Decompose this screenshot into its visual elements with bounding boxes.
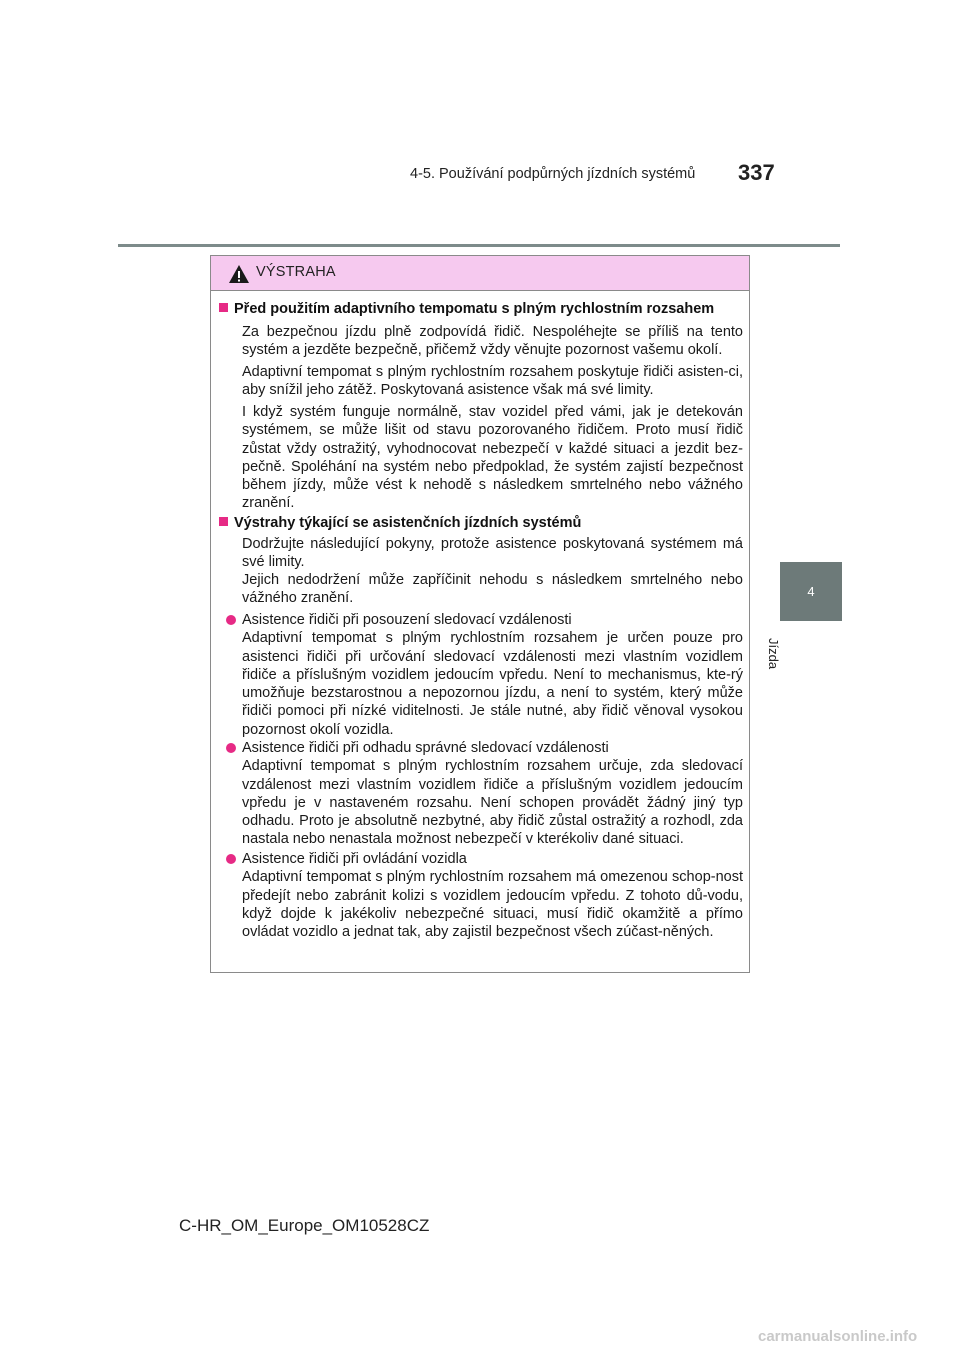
list-item [225, 739, 743, 849]
paragraph: Dodržujte následující pokyny, protože asistence poskytovaná systémem má své limity. [242, 536, 743, 571]
bullet-title: Asistence řidiči při ovládání vozidla [242, 851, 467, 867]
warning-title: VÝSTRAHA [256, 264, 336, 280]
warning-triangle-icon [228, 264, 250, 284]
square-bullet-icon [219, 517, 228, 526]
header-section-title: 4-5. Používání podpůrných jízdních systémů [410, 166, 696, 182]
warning-box [210, 255, 750, 973]
list-item [225, 850, 743, 941]
chapter-tab: 4 [780, 562, 842, 621]
document-id: C-HR_OM_Europe_OM10528CZ [179, 1216, 430, 1235]
round-bullet-icon [226, 743, 236, 753]
bullet-title: Asistence řidiči při odhadu správné sledovací vzdálenosti [242, 740, 609, 756]
round-bullet-icon [226, 615, 236, 625]
bullet-text: Adaptivní tempomat s plným rychlostním rozsahem určuje, zda sledovací vzdálenost mezi vlastním vozidlem řidiče a příslušným vozidlem jedoucím vpředu je v nastaveném rozsahu. Není schopen provádět žádný jiný typ odhadu. Proto je absolutně nezbytné, aby řidič zůstal ostražitý a rozhodl, zda nastala nebo nenastala možnost nebezpečí v kterékoliv dané situaci. [242, 758, 743, 848]
paragraph: I když systém funguje normálně, stav vozidel před vámi, jak je detekován systémem, se může lišit od stavu pozorovaného řidičem. Proto musí řidič zůstat vždy ostražitý, vyhodnocovat nebezpečí v každé situaci a jezdit bez-pečně. Spoléhání na systém nebo předpoklad, že systém zajistí bezpečnost během jízdy, může vést k nehodě s následkem smrtelného nebo vážného zranění. [242, 404, 743, 512]
header-rule [118, 244, 840, 247]
page-number: 337 [738, 160, 775, 185]
section-heading: Výstrahy týkající se asistenčních jízdních systémů [219, 515, 581, 531]
bullet-text: Adaptivní tempomat s plným rychlostním rozsahem má omezenou schop-nost předejít nebo zabránit kolizi s vozidlem jedoucím vpředu. Z tohoto dů-vodu, když dojde k jakékoliv nebezpečné situaci, musí řidič okamžitě a přímo ovládat vozidlo a jednat tak, aby zajistil bezpečnost všech zúčast-něných. [242, 869, 743, 941]
square-bullet-icon [219, 303, 228, 312]
warning-header [211, 256, 749, 291]
section-heading: Před použitím adaptivního tempomatu s plným rychlostním rozsahem [219, 301, 714, 317]
round-bullet-icon [226, 854, 236, 864]
chapter-label: Jízda [766, 638, 781, 670]
list-item [225, 611, 743, 739]
paragraph: Jejich nedodržení může zapříčinit nehodu s následkem smrtelného nebo vážného zranění. [242, 572, 743, 607]
watermark: carmanualsonline.info [758, 1328, 918, 1345]
bullet-title: Asistence řidiči při posouzení sledovací vzdálenosti [242, 612, 572, 628]
paragraph: Adaptivní tempomat s plným rychlostním rozsahem poskytuje řidiči asisten-ci, aby snížil jeho zátěž. Poskytovaná asistence však má své limity. [242, 364, 743, 399]
paragraph: Za bezpečnou jízdu plně zodpovídá řidič. Nespoléhejte se příliš na tento systém a jezděte bezpečně, přičemž vždy věnujte pozornost vašemu okolí. [242, 324, 743, 359]
bullet-text: Adaptivní tempomat s plným rychlostním rozsahem je určen pouze pro asistenci řidiči při určování sledovací vzdálenosti mezi vlastním vozidlem řidiče a příslušným vozidlem jedoucím vpředu. Není to mechanismus, kte-rý umožňuje bezstarostnou a nepozornou jízdu, a není to systém, který může řidiči pomoci při nízké viditelnosti. Je stále nutné, aby řidič věnoval vysokou pozornost okolí vozidla. [242, 630, 743, 738]
